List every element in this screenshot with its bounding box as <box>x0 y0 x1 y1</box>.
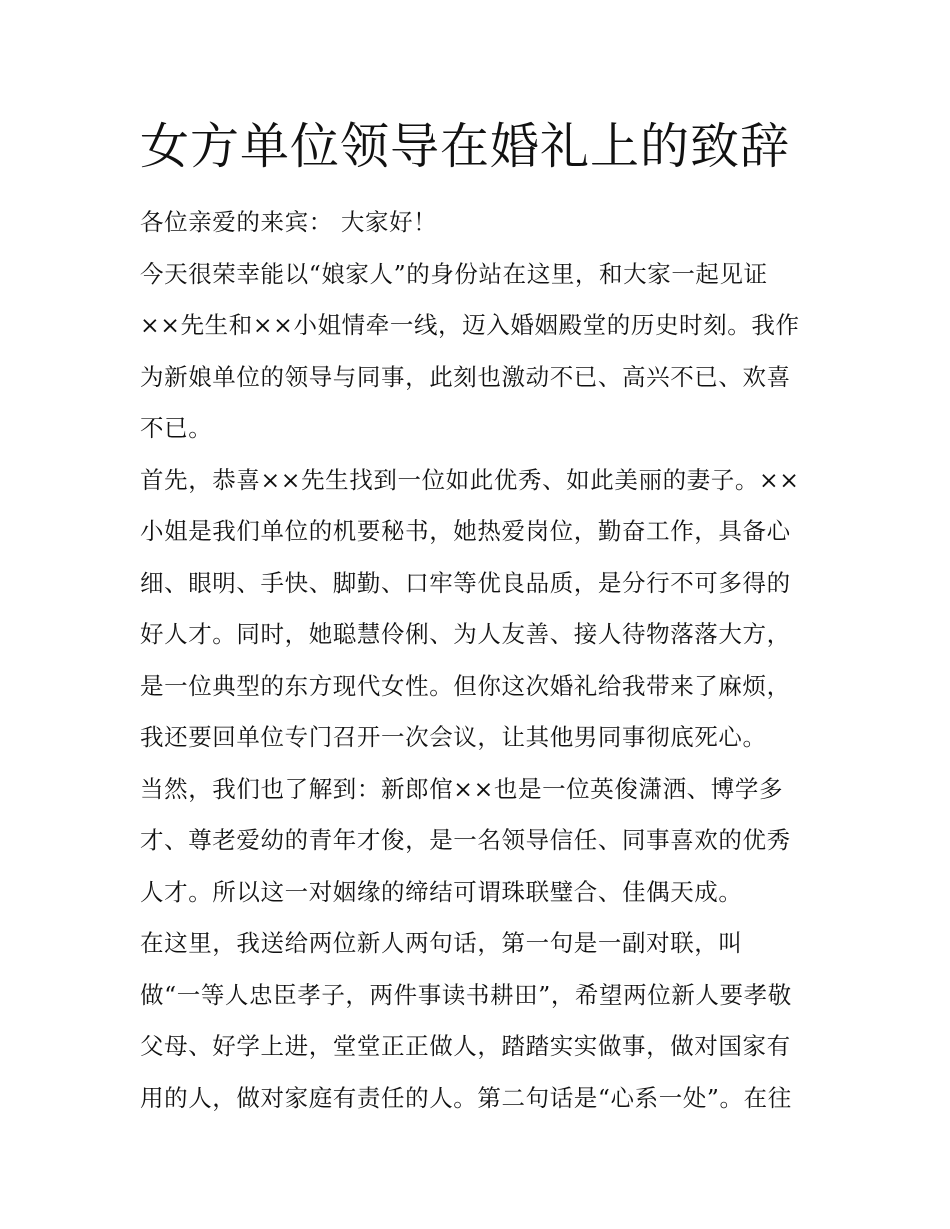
text-line: 当然，我们也了解到：新郎倌××也是一位英俊潇洒、博学多 <box>140 774 784 803</box>
text-line: 用的人，做对家庭有责任的人。第二句话是“心系一处”。在往 <box>140 1083 792 1112</box>
text-line: 是一位典型的东方现代女性。但你这次婚礼给我带来了麻烦， <box>140 671 791 700</box>
document-title: 女方单位领导在婚礼上的致辞 <box>140 118 791 175</box>
text-line: 人才。所以这一对姻缘的缔结可谓珠联璧合、佳偶天成。 <box>140 877 743 906</box>
text-line: ××先生和××小姐情牵一线，迈入婚姻殿堂的历史时刻。我作 <box>140 311 800 339</box>
text-line: 今天很荣幸能以“娘家人”的身份站在这里，和大家一起见证 <box>140 259 768 288</box>
text-line: 小姐是我们单位的机要秘书，她热爱岗位，勤奋工作，具备心 <box>140 517 791 545</box>
text-line: 为新娘单位的领导与同事，此刻也激动不已、高兴不已、欢喜 <box>140 362 791 391</box>
document-body <box>140 197 830 1124</box>
text-line: 好人才。同时，她聪慧伶俐、为人友善、接人待物落落大方， <box>140 620 791 648</box>
text-line: 我还要回单位专门召开一次会议，让其他男同事彻底死心。 <box>140 723 767 751</box>
text-line: 做“一等人忠臣孝子，两件事读书耕田”，希望两位新人要孝敬 <box>140 980 792 1009</box>
text-line: 才、尊老爱幼的青年才俊，是一名领导信任、同事喜欢的优秀 <box>140 826 791 854</box>
text-line: 首先，恭喜××先生找到一位如此优秀、如此美丽的妻子。×× <box>140 465 800 494</box>
text-line: 细、眼明、手快、脚勤、口牢等优良品质，是分行不可多得的 <box>140 568 791 597</box>
text-line: 各位亲爱的来宾： 大家好！ <box>140 208 438 236</box>
text-line: 不已。 <box>140 414 213 442</box>
text-line: 父母、好学上进，堂堂正正做人，踏踏实实做事，做对国家有 <box>140 1032 791 1060</box>
text-line: 在这里，我送给两位新人两句话，第一句是一副对联，叫 <box>140 929 743 957</box>
